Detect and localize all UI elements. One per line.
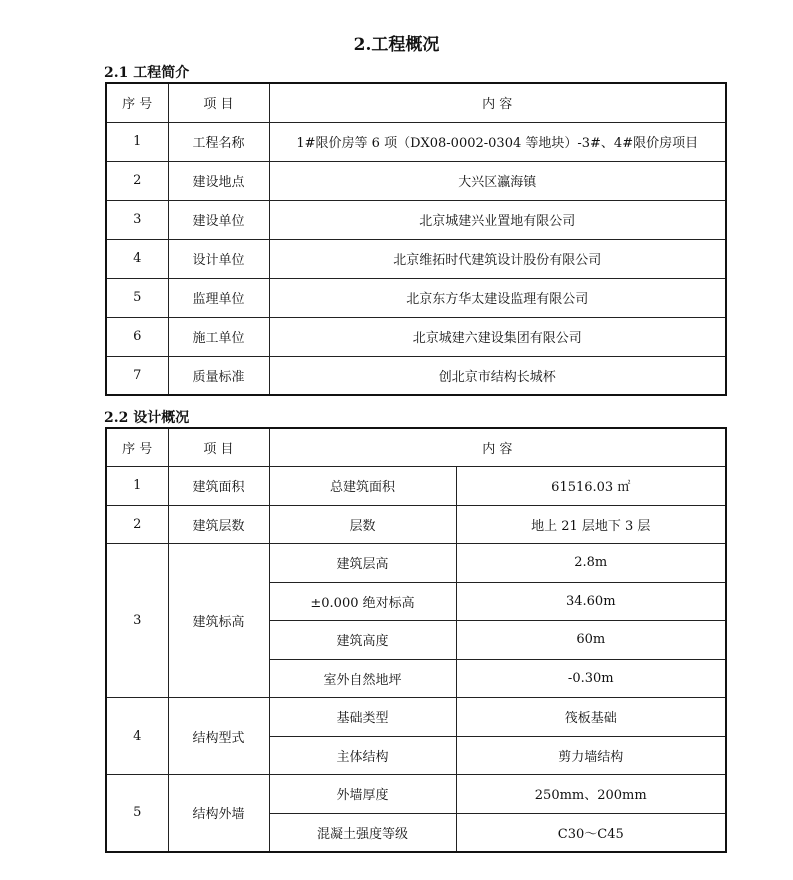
table-row xyxy=(106,317,726,356)
row-item: 建筑层数 xyxy=(168,505,269,544)
header-item: 项 目 xyxy=(168,428,269,467)
row-value: 60m xyxy=(456,621,726,660)
row-value: 34.60m xyxy=(456,582,726,621)
row-no: 1 xyxy=(106,122,168,161)
page-title: 2.工程概况 xyxy=(353,35,440,55)
row-no: 7 xyxy=(106,356,168,395)
header-content: 内 容 xyxy=(269,428,726,467)
row-item: 工程名称 xyxy=(168,122,269,161)
row-item: 建设地点 xyxy=(168,161,269,200)
row-sub-item: 层数 xyxy=(269,505,456,544)
row-no: 2 xyxy=(106,505,168,544)
section-title-design: 2.2 设计概况 xyxy=(104,410,190,426)
row-sub-item: 混凝土强度等级 xyxy=(269,813,456,852)
row-no: 3 xyxy=(106,200,168,239)
table-header-row xyxy=(106,428,726,467)
row-sub-item: 建筑高度 xyxy=(269,621,456,660)
row-no: 6 xyxy=(106,317,168,356)
row-item: 结构外墙 xyxy=(168,775,269,852)
row-value: 剪力墙结构 xyxy=(456,736,726,775)
row-item: 建筑面积 xyxy=(168,467,269,506)
table-row xyxy=(106,356,726,395)
table-row xyxy=(106,775,726,814)
row-sub-item: 外墙厚度 xyxy=(269,775,456,814)
row-item: 建设单位 xyxy=(168,200,269,239)
design-overview-table xyxy=(105,427,727,853)
row-no: 3 xyxy=(106,544,168,698)
row-item: 设计单位 xyxy=(168,239,269,278)
row-sub-item: 室外自然地坪 xyxy=(269,659,456,698)
table-row xyxy=(106,544,726,583)
row-no: 4 xyxy=(106,698,168,775)
row-sub-item: 基础类型 xyxy=(269,698,456,737)
table-row xyxy=(106,200,726,239)
table-row xyxy=(106,161,726,200)
row-value: -0.30m xyxy=(456,659,726,698)
table-row xyxy=(106,467,726,506)
row-sub-item: 主体结构 xyxy=(269,736,456,775)
row-value: 地上 21 层地下 3 层 xyxy=(456,505,726,544)
row-value: C30～C45 xyxy=(456,813,726,852)
row-content: 大兴区瀛海镇 xyxy=(269,161,726,200)
header-no: 序 号 xyxy=(106,428,168,467)
row-value: 61516.03 ㎡ xyxy=(456,467,726,506)
row-no: 4 xyxy=(106,239,168,278)
table-row xyxy=(106,505,726,544)
row-value: 250mm、200mm xyxy=(456,775,726,814)
row-item: 建筑标高 xyxy=(168,544,269,698)
row-sub-item: 总建筑面积 xyxy=(269,467,456,506)
header-item: 项 目 xyxy=(168,83,269,122)
row-item: 施工单位 xyxy=(168,317,269,356)
row-sub-item: 建筑层高 xyxy=(269,544,456,583)
row-content: 创北京市结构长城杯 xyxy=(269,356,726,395)
row-no: 5 xyxy=(106,278,168,317)
row-content: 北京维拓时代建筑设计股份有限公司 xyxy=(269,239,726,278)
table-header-row xyxy=(106,83,726,122)
row-value: 2.8m xyxy=(456,544,726,583)
row-content: 北京城建兴业置地有限公司 xyxy=(269,200,726,239)
table-row xyxy=(106,278,726,317)
row-no: 1 xyxy=(106,467,168,506)
header-no: 序 号 xyxy=(106,83,168,122)
table-row xyxy=(106,698,726,737)
table-row xyxy=(106,239,726,278)
row-item: 监理单位 xyxy=(168,278,269,317)
table-row xyxy=(106,122,726,161)
row-sub-item: ±0.000 绝对标高 xyxy=(269,582,456,621)
row-item: 结构型式 xyxy=(168,698,269,775)
row-content: 1#限价房等 6 项（DX08-0002-0304 等地块）-3#、4#限价房项目 xyxy=(269,122,726,161)
row-item: 质量标准 xyxy=(168,356,269,395)
project-overview-table xyxy=(105,82,727,396)
section-title-overview: 2.1 工程简介 xyxy=(104,65,190,81)
row-no: 5 xyxy=(106,775,168,852)
row-content: 北京东方华太建设监理有限公司 xyxy=(269,278,726,317)
header-content: 内 容 xyxy=(269,83,726,122)
row-no: 2 xyxy=(106,161,168,200)
row-value: 筏板基础 xyxy=(456,698,726,737)
row-content: 北京城建六建设集团有限公司 xyxy=(269,317,726,356)
